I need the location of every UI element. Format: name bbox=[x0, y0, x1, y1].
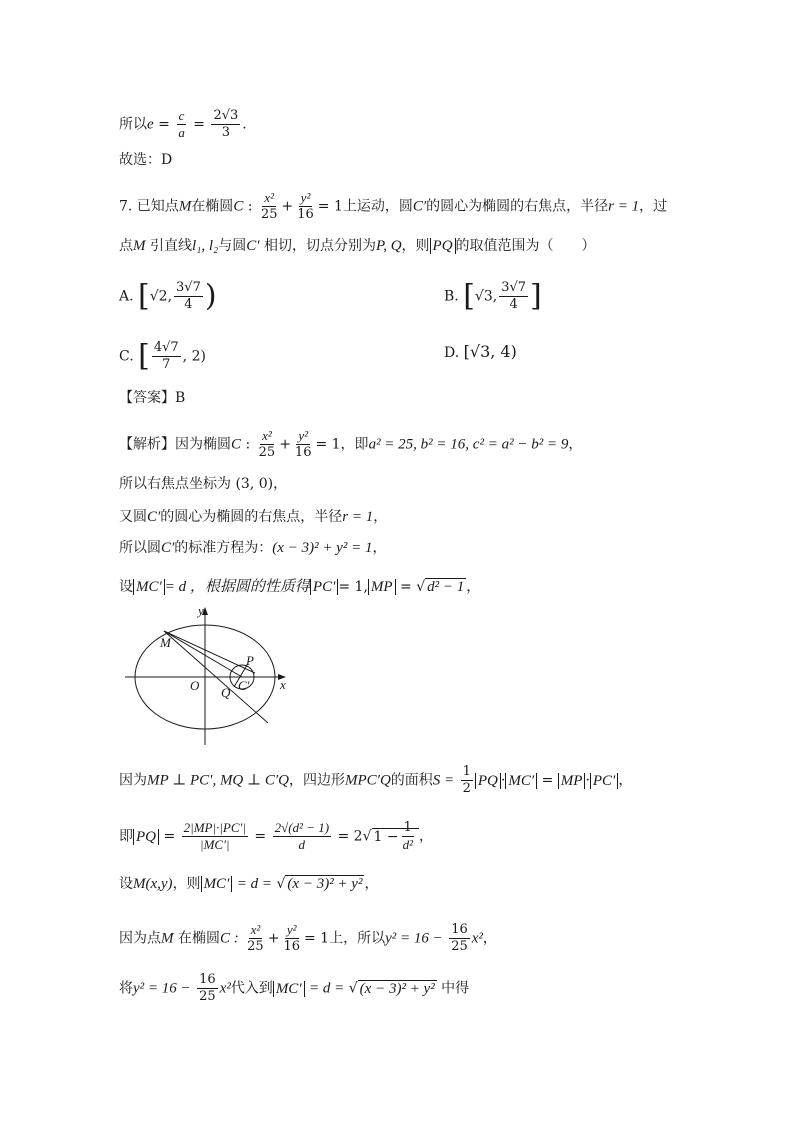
text-line: 将y² = 16 − $\frac{16}{25}$ x²代入到 MC′ = d = √ (x − 3)² + y² 中得 bbox=[119, 972, 470, 1004]
text-line: 所以右焦点坐标为 (3, 0)， bbox=[119, 476, 288, 492]
ellipse-figure bbox=[120, 605, 310, 745]
text-line: 因为点M 在椭圆C : $\frac{\text{x²}}{25}$ + $\frac{\text{y²}}{16}$ = 1上，所以y² = 16 − $\frac{16}{25}$ x²， bbox=[119, 922, 497, 954]
question-7: 7. 已知点M在椭圆C : $\frac{\text{x²}}{25}$ + $\frac{\text{y²}}{16}$ = 1上运动，圆C′的圆心为椭圆的右焦点，半径r = 1，过 bbox=[119, 190, 668, 222]
option-b[interactable]: B. [√3, $\frac{3√7}{4}$ ] bbox=[444, 278, 542, 314]
svg-text:M: M bbox=[160, 635, 171, 650]
svg-text:C′: C′ bbox=[238, 678, 250, 693]
question-7-line2: 点M 引直线l₁, l₂与圆C′ 相切，切点分别为P, Q，则 PQ 的取值范围为（ ） bbox=[119, 238, 596, 254]
text-line: 设 MC′ = d ，根据圆的性质得 PC′ = 1, MP = √ d² − 1 ， bbox=[119, 579, 481, 595]
text-line: 又圆C′的圆心为椭圆的右焦点，半径r = 1， bbox=[119, 509, 388, 525]
svg-text:P: P bbox=[246, 653, 254, 668]
text-line: 故选：D bbox=[119, 152, 173, 168]
text-line: 所以e = $\frac{c}{a}$ = $\frac{2√3}{3}$ . bbox=[119, 108, 247, 140]
option-d[interactable]: D. [√3, 4) bbox=[444, 342, 517, 361]
svg-text:O: O bbox=[190, 678, 200, 693]
option-a[interactable]: A. [√2, $\frac{3√7}{4}$ ) bbox=[119, 278, 217, 314]
svg-text:Q: Q bbox=[221, 685, 231, 700]
analysis-line: 【解析】因为椭圆C : $\frac{\text{x²}}{25}$ + $\frac{\text{y²}}{16}$ = 1，即a² = 25, b² = 16, c² = a² − b² = 9， bbox=[119, 428, 583, 460]
answer: 【答案】B bbox=[119, 390, 186, 406]
option-c[interactable]: C. [ $\frac{4√7}{7}$ , 2) bbox=[119, 338, 206, 374]
text-line: 因为MP ⊥ PC′, MQ ⊥ C′Q，四边形MPC′Q的面积S = $\frac{1}{2}$ PQ · MC′ = MP · PC′ ， bbox=[119, 764, 633, 796]
text-line: 所以圆C′的标准方程为：(x − 3)² + y² = 1， bbox=[119, 540, 387, 556]
svg-text:y: y bbox=[198, 605, 204, 618]
svg-text:x: x bbox=[280, 677, 286, 692]
text-line: 即 PQ = $\frac{2|MP|\cdot|PC'|}{|MC'|}$ = $\frac{\text{2√(d² − 1)}}{d}$ = 2√ 1 − $\frac{1}{\text{d²}}$ ， bbox=[119, 820, 433, 852]
text-line: 设M(x,y)，则 MC′ = d = √ (x − 3)² + y² ， bbox=[119, 876, 379, 892]
